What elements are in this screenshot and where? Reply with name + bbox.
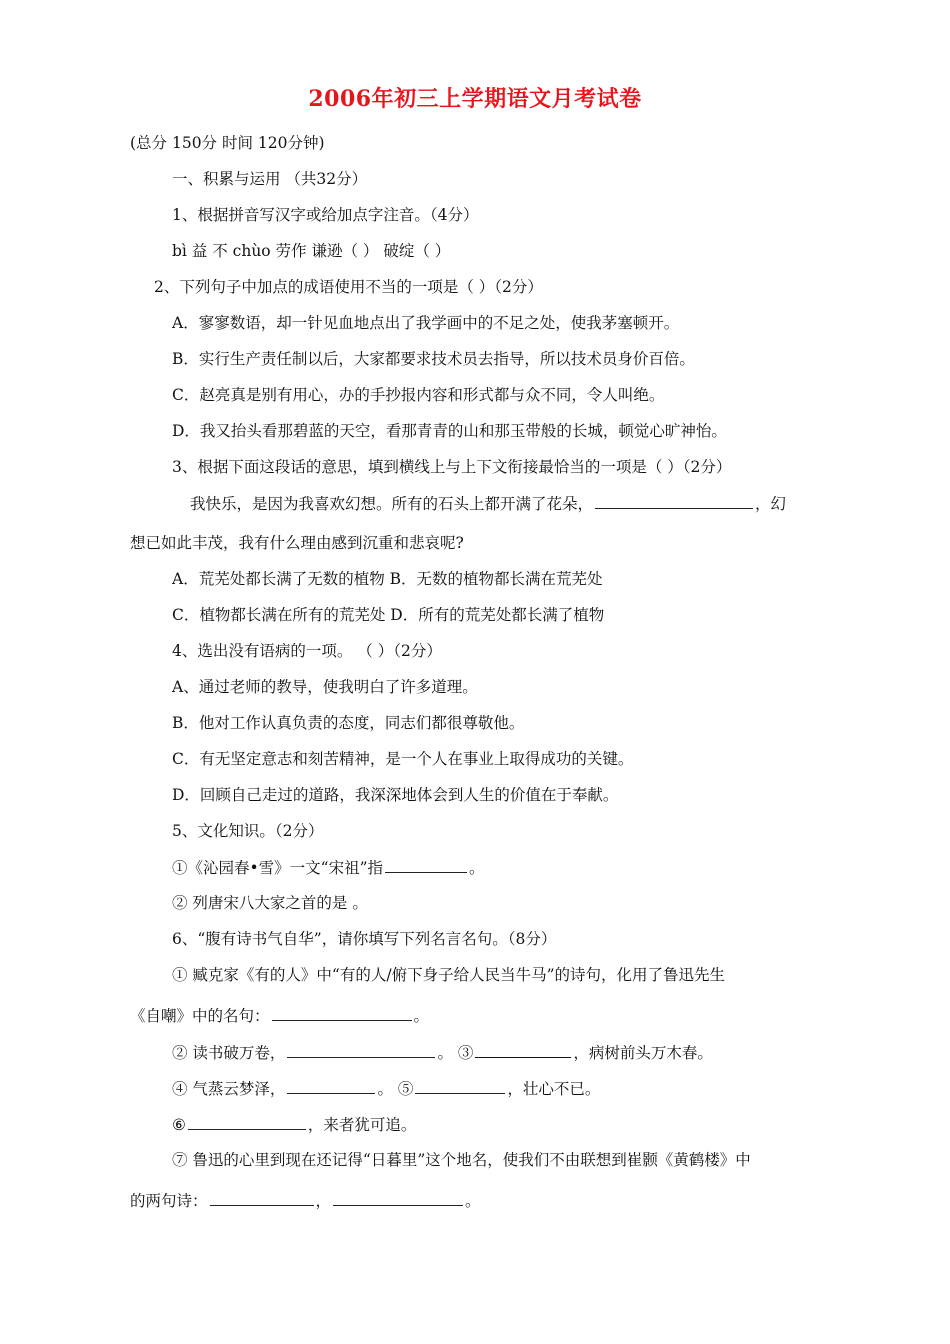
question-6-item-1-line1: ① 臧克家《有的人》中“有的人/俯下身子给人民当牛马”的诗句，化用了鲁迅先生 [172,966,725,984]
question-2-option-a: A．寥寥数语，却一针见血地点出了我学画中的不足之处，使我茅塞顿开。 [172,314,680,332]
item-text: ② 读书破万卷， [172,1044,286,1062]
question-4-stem: 4、选出没有语病的一项。 （ ）（2分） [172,642,442,660]
passage-text: 我快乐，是因为我喜欢幻想。所有的石头上都开满了花朵， [190,495,594,513]
question-2-option-d: D．我又抬头看那碧蓝的天空，看那青青的山和那玉带般的长城，顿觉心旷神怡。 [172,422,727,440]
question-3-options-ab: A．荒芜处都长满了无数的植物 B．无数的植物都长满在荒芜处 [172,570,603,588]
item-text: ，壮心不已。 [507,1080,601,1098]
item-text: ④ 气蒸云梦泽， [172,1080,286,1098]
answer-blank[interactable] [415,1077,505,1094]
item-text: 。 ⑤ [377,1080,414,1098]
answer-blank[interactable] [595,492,753,509]
section-heading: 一、积累与运用 （共32分） [172,170,368,188]
question-4-option-a: A、通过老师的教导，使我明白了许多道理。 [172,678,478,696]
question-6-item-6 [172,1113,416,1136]
question-1-line: bì 益 不 chùo 劳作 谦逊（ ） 破绽（ ） [172,242,451,260]
exam-meta: (总分 150分 时间 120分钟) [130,134,325,152]
page-title: 2006年初三上学期语文月考试卷 [308,86,642,112]
item-text: ，病树前头万木春。 [573,1044,713,1062]
question-5-item-2: ② 列唐宋八大家之首的是 。 [172,894,368,912]
item-text: 。 ③ [437,1044,474,1062]
answer-blank[interactable] [287,1077,375,1094]
passage-text: ，幻 [755,495,787,513]
answer-blank[interactable] [188,1113,306,1130]
question-4-option-d: D．回顾自己走过的道路，我深深地体会到人生的价值在于奉献。 [172,786,619,804]
item-text: ①《沁园春•雪》一文“宋祖”指 [172,859,383,877]
item-text: ，来者犹可追。 [307,1116,417,1134]
question-2-option-b: B．实行生产责任制以后，大家都要求技术员去指导，所以技术员身价百倍。 [172,350,695,368]
item-text: 《自嘲》中的名句： [130,1007,270,1025]
question-5-stem: 5、文化知识。（2分） [172,822,324,840]
answer-blank[interactable] [272,1004,412,1021]
question-3-passage-line1 [190,492,786,515]
item-text: ⑥ [172,1116,186,1134]
question-6-item-7-line2 [130,1189,481,1212]
question-6-stem: 6、“腹有诗书气自华”，请你填写下列名言名句。（8分） [172,930,557,948]
answer-blank[interactable] [210,1189,314,1206]
item-text: ， [315,1192,332,1210]
question-5-item-1 [172,856,485,879]
item-text: 的两句诗： [130,1192,208,1210]
item-text: 。 [465,1192,481,1210]
answer-blank[interactable] [475,1041,571,1058]
question-4-option-c: C．有无坚定意志和刻苦精神，是一个人在事业上取得成功的关键。 [172,750,634,768]
answer-blank[interactable] [333,1189,463,1206]
question-3-options-cd: C．植物都长满在所有的荒芜处 D．所有的荒芜处都长满了植物 [172,606,605,624]
question-2-option-c: C．赵亮真是别有用心，办的手抄报内容和形式都与众不同，令人叫绝。 [172,386,665,404]
question-3-stem: 3、根据下面这段话的意思，填到横线上与上下文衔接最恰当的一项是（ ）（2分） [172,458,732,476]
question-3-passage-line2: 想已如此丰茂，我有什么理由感到沉重和悲哀呢? [130,534,464,552]
answer-blank[interactable] [385,856,467,873]
item-text: 。 [413,1007,430,1025]
question-6-items-2-3 [172,1041,713,1064]
question-4-option-b: B．他对工作认真负责的态度，同志们都很尊敬他。 [172,714,525,732]
answer-blank[interactable] [287,1041,435,1058]
question-6-item-1-line2 [130,1004,429,1027]
item-text: 。 [469,859,485,877]
question-6-item-7-line1: ⑦ 鲁迅的心里到现在还记得“日暮里”这个地名，使我们不由联想到崔颢《黄鹤楼》中 [172,1151,751,1169]
question-1-stem: 1、根据拼音写汉字或给加点字注音。（4分） [172,206,479,224]
question-6-items-4-5 [172,1077,600,1100]
question-2-stem: 2、下列句子中加点的成语使用不当的一项是（ ）（2分） [154,278,543,296]
